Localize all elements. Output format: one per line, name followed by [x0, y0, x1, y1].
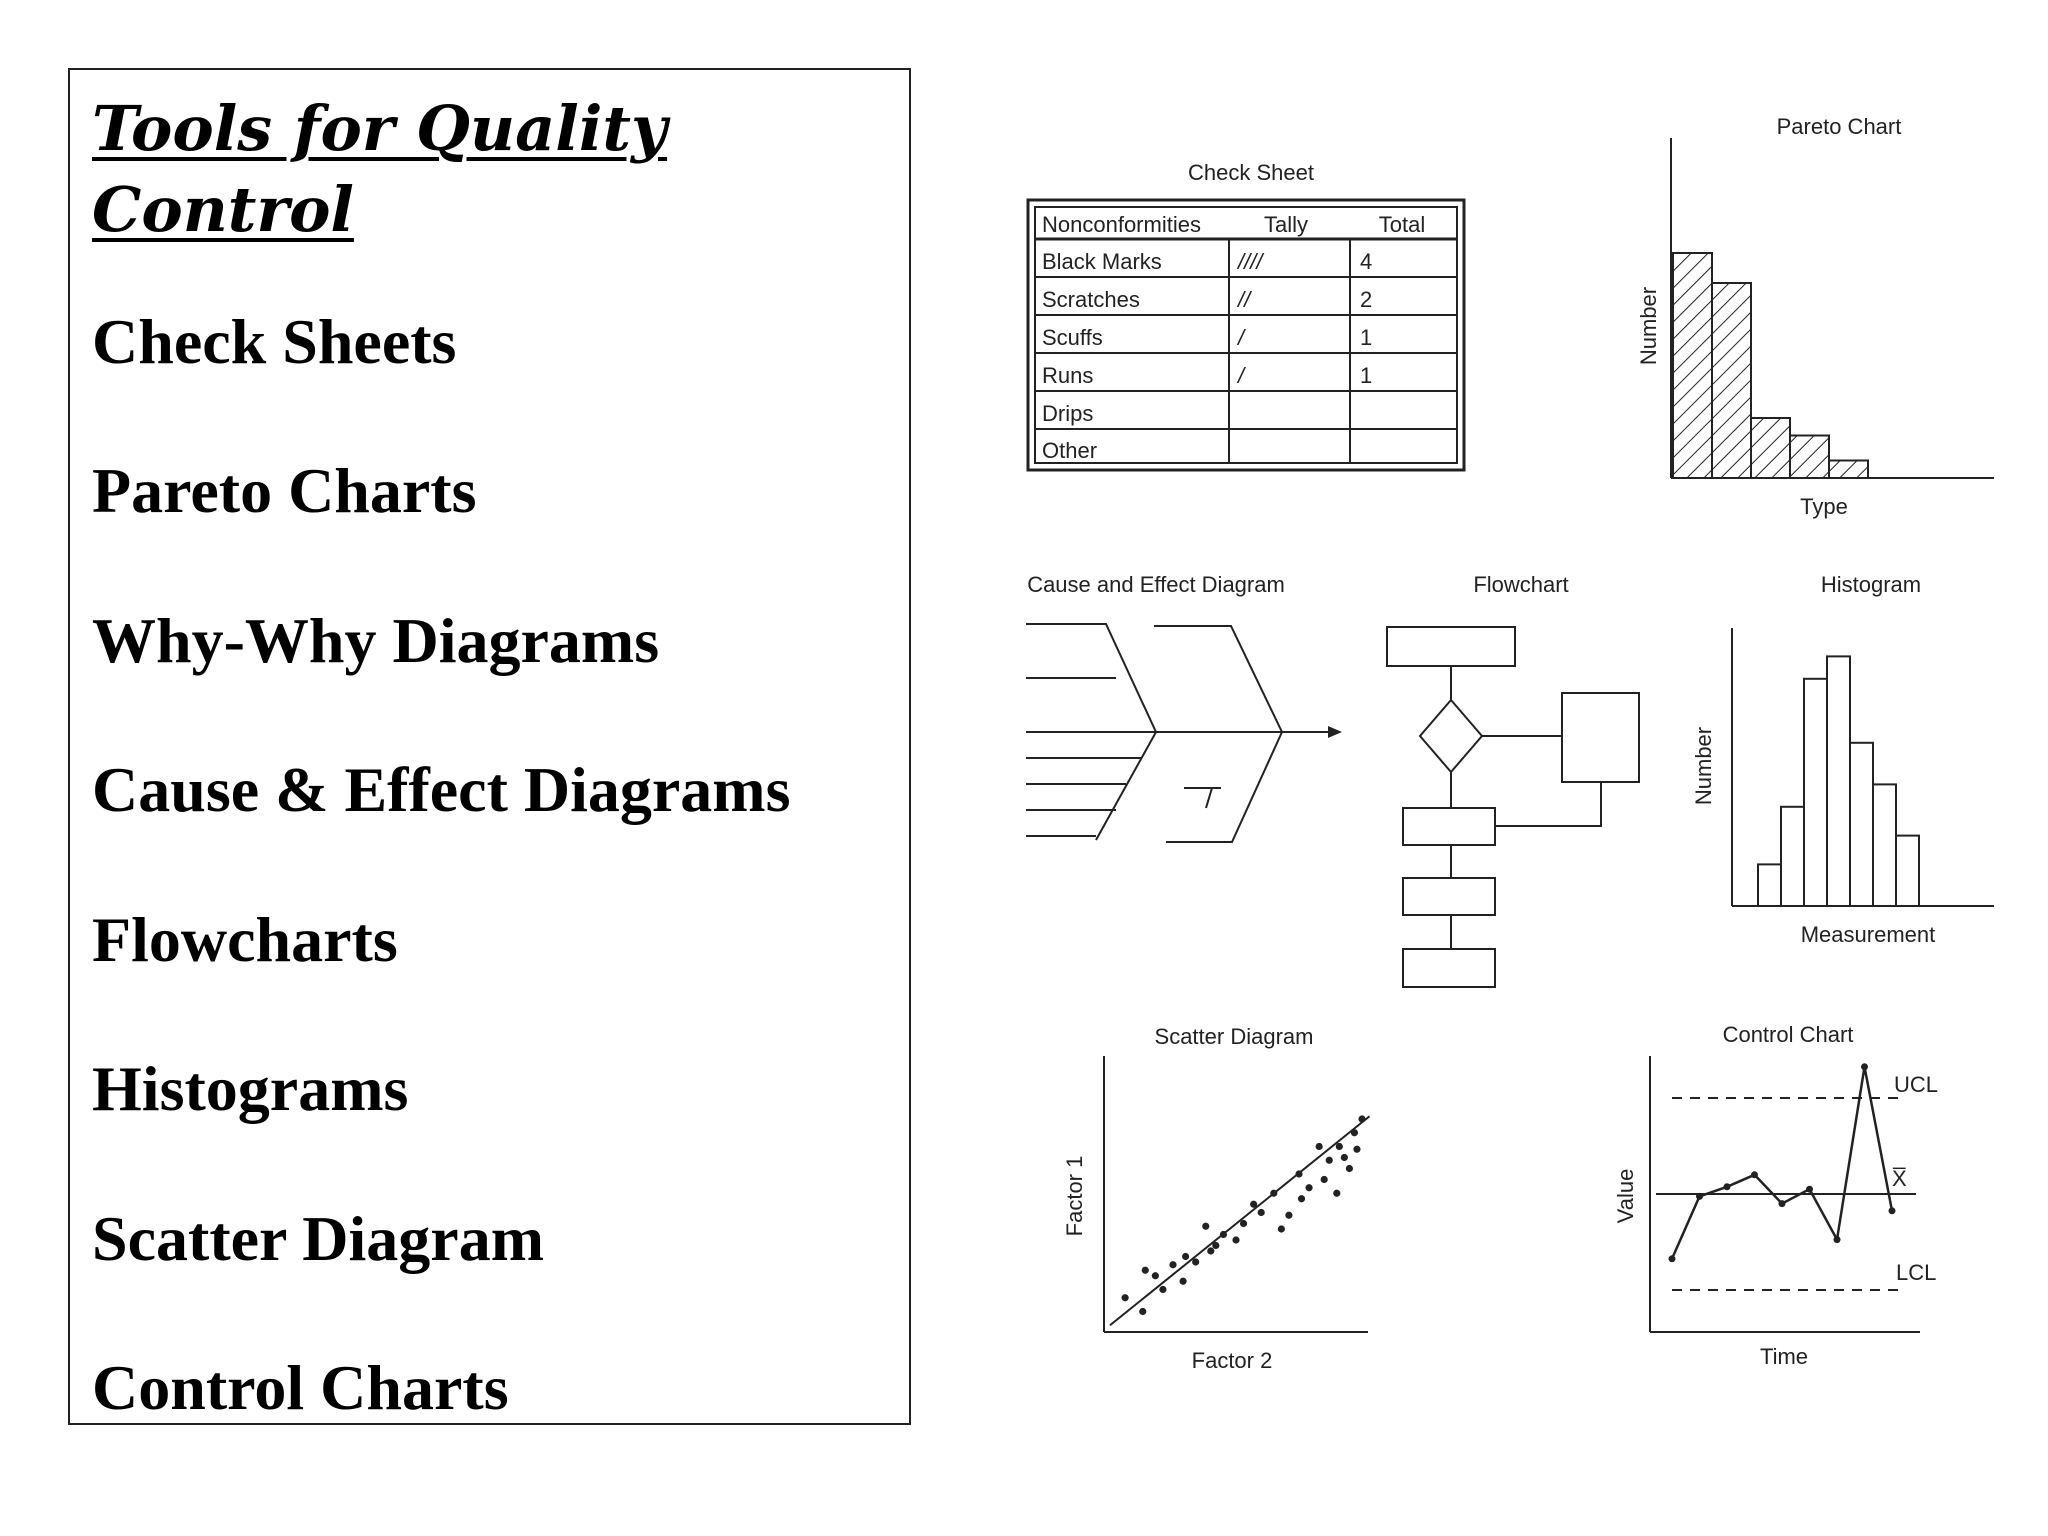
scatter-point	[1220, 1231, 1227, 1238]
control-point	[1779, 1200, 1786, 1207]
check-sheet-cell: ////	[1238, 249, 1263, 274]
scatter-point	[1258, 1209, 1265, 1216]
tool-item-control-charts: Control Charts	[92, 1352, 509, 1423]
pareto-bar	[1829, 461, 1868, 479]
histogram-bar	[1850, 743, 1873, 906]
scatter-point	[1305, 1184, 1312, 1191]
histogram-title: Histogram	[1820, 572, 1922, 597]
scatter-point	[1333, 1190, 1340, 1197]
check-sheet-header-total: Total	[1378, 212, 1426, 237]
pareto-bar	[1712, 283, 1751, 478]
check-sheet-cell: 2	[1360, 287, 1373, 312]
control-point	[1751, 1171, 1758, 1178]
tool-item-why-why-diagrams: Why-Why Diagrams	[92, 605, 660, 676]
pareto-title: Pareto Chart	[1776, 114, 1902, 139]
scatter-point	[1295, 1170, 1302, 1177]
cause-effect-diagram	[1026, 572, 1342, 842]
check-sheet-cell: //	[1238, 287, 1251, 312]
fishbone-ribs	[1026, 758, 1141, 836]
page-title: Tools for Quality Control	[92, 92, 668, 246]
pareto-bar	[1790, 436, 1829, 479]
scatter-point	[1250, 1201, 1257, 1208]
tool-item-cause-effect-diagrams: Cause & Effect Diagrams	[92, 754, 791, 825]
scatter-point	[1240, 1220, 1247, 1227]
flowchart-decision-diamond	[1420, 700, 1482, 772]
control-point	[1834, 1236, 1841, 1243]
scatter-point	[1182, 1253, 1189, 1260]
scatter-point	[1169, 1261, 1176, 1268]
scatter-point	[1192, 1258, 1199, 1265]
check-sheet-header-tally: Tally	[1263, 212, 1309, 237]
control-lcl-label: LCL	[1896, 1260, 1937, 1285]
scatter-point	[1341, 1154, 1348, 1161]
fishbone-bone	[1166, 732, 1282, 842]
scatter-point	[1212, 1242, 1219, 1249]
check-sheet-cell: Scratches	[1042, 287, 1140, 312]
histogram-bar	[1804, 679, 1827, 906]
histogram-bar	[1827, 656, 1850, 906]
check-sheet-cell: 1	[1360, 363, 1373, 388]
scatter-point	[1336, 1143, 1343, 1150]
scatter-point	[1298, 1195, 1305, 1202]
tool-item-pareto-charts: Pareto Charts	[92, 455, 477, 526]
scatter-point	[1122, 1294, 1129, 1301]
scatter-point	[1278, 1225, 1285, 1232]
control-ylabel: Value	[1613, 1168, 1638, 1224]
flowchart-process-box	[1403, 808, 1495, 845]
tool-item-scatter-diagram: Scatter Diagram	[92, 1203, 544, 1274]
flowchart-process-box	[1562, 693, 1639, 782]
check-sheet-title: Check Sheet	[1188, 160, 1314, 185]
cause-effect-title: Cause and Effect Diagram	[1027, 572, 1285, 597]
control-title: Control Chart	[1722, 1022, 1854, 1047]
histogram-ylabel: Number	[1691, 726, 1716, 806]
pareto-chart	[1636, 114, 1994, 519]
scatter-point	[1159, 1286, 1166, 1293]
histogram-bar	[1758, 864, 1781, 906]
scatter-point	[1152, 1272, 1159, 1279]
scatter-ylabel: Factor 1	[1062, 1155, 1087, 1237]
control-ucl-label: UCL	[1894, 1072, 1939, 1097]
tool-item-check-sheets: Check Sheets	[92, 306, 457, 377]
tool-item-histograms: Histograms	[92, 1053, 409, 1124]
quality-tools-figure	[1016, 96, 2000, 1396]
check-sheet-cell: 4	[1360, 249, 1373, 274]
control-point	[1669, 1255, 1676, 1262]
scatter-point	[1202, 1223, 1209, 1230]
check-sheet-cell: 1	[1360, 325, 1373, 350]
histogram-bar	[1896, 836, 1919, 906]
scatter-point	[1346, 1165, 1353, 1172]
tools-list-panel	[68, 68, 911, 1425]
control-center-label: X̅	[1892, 1166, 1907, 1191]
flowchart-start-box	[1387, 627, 1515, 666]
scatter-point	[1179, 1278, 1186, 1285]
scatter-point	[1207, 1247, 1214, 1254]
scatter-point	[1232, 1236, 1239, 1243]
check-sheet-header-nonconformities: Nonconformities	[1042, 212, 1201, 237]
control-point	[1861, 1063, 1868, 1070]
control-point	[1889, 1207, 1896, 1214]
scatter-point	[1142, 1267, 1149, 1274]
histogram-xlabel: Measurement	[1800, 922, 1936, 947]
histogram	[1691, 572, 1994, 947]
control-point	[1806, 1186, 1813, 1193]
scatter-point	[1326, 1157, 1333, 1164]
scatter-point	[1358, 1115, 1365, 1122]
check-sheet-cell: Black Marks	[1042, 249, 1162, 274]
scatter-point	[1270, 1190, 1277, 1197]
control-xlabel: Time	[1759, 1344, 1809, 1369]
fishbone-rib	[1184, 788, 1221, 808]
check-sheet-cell: Runs	[1042, 363, 1094, 388]
control-point	[1696, 1193, 1703, 1200]
pareto-ylabel: Number	[1636, 286, 1661, 366]
check-sheet-cell: Drips	[1042, 401, 1094, 426]
scatter-xlabel: Factor 2	[1191, 1348, 1273, 1373]
histogram-bar	[1873, 784, 1896, 906]
scatter-diagram	[1062, 1024, 1370, 1373]
flowchart-title: Flowchart	[1473, 572, 1569, 597]
fishbone-bone	[1154, 626, 1282, 732]
flowchart-connector	[1495, 782, 1601, 826]
flowchart-end-box	[1403, 949, 1495, 987]
scatter-point	[1353, 1146, 1360, 1153]
fishbone-arrowhead	[1328, 726, 1342, 738]
histogram-bar	[1781, 807, 1804, 906]
control-point	[1724, 1183, 1731, 1190]
check-sheet-cell: /	[1238, 363, 1245, 388]
tool-item-flowcharts: Flowcharts	[92, 904, 398, 975]
pareto-xlabel: Type	[1800, 494, 1848, 519]
check-sheet-cell: Scuffs	[1042, 325, 1103, 350]
scatter-point	[1285, 1212, 1292, 1219]
flowchart	[1387, 572, 1639, 987]
scatter-point	[1139, 1308, 1146, 1315]
fishbone-bone	[1096, 732, 1156, 840]
scatter-point	[1321, 1176, 1328, 1183]
control-series-line	[1672, 1067, 1892, 1259]
flowchart-process-box	[1403, 878, 1495, 915]
pareto-bar	[1673, 253, 1712, 478]
check-sheet-cell: Other	[1042, 438, 1098, 463]
scatter-trend-line	[1110, 1116, 1370, 1325]
check-sheet	[1028, 160, 1464, 470]
scatter-point	[1316, 1143, 1323, 1150]
check-sheet-cell: /	[1238, 325, 1245, 350]
control-chart	[1613, 1022, 1938, 1369]
scatter-point	[1351, 1129, 1358, 1136]
pareto-bar	[1751, 418, 1790, 478]
scatter-title: Scatter Diagram	[1154, 1024, 1314, 1049]
